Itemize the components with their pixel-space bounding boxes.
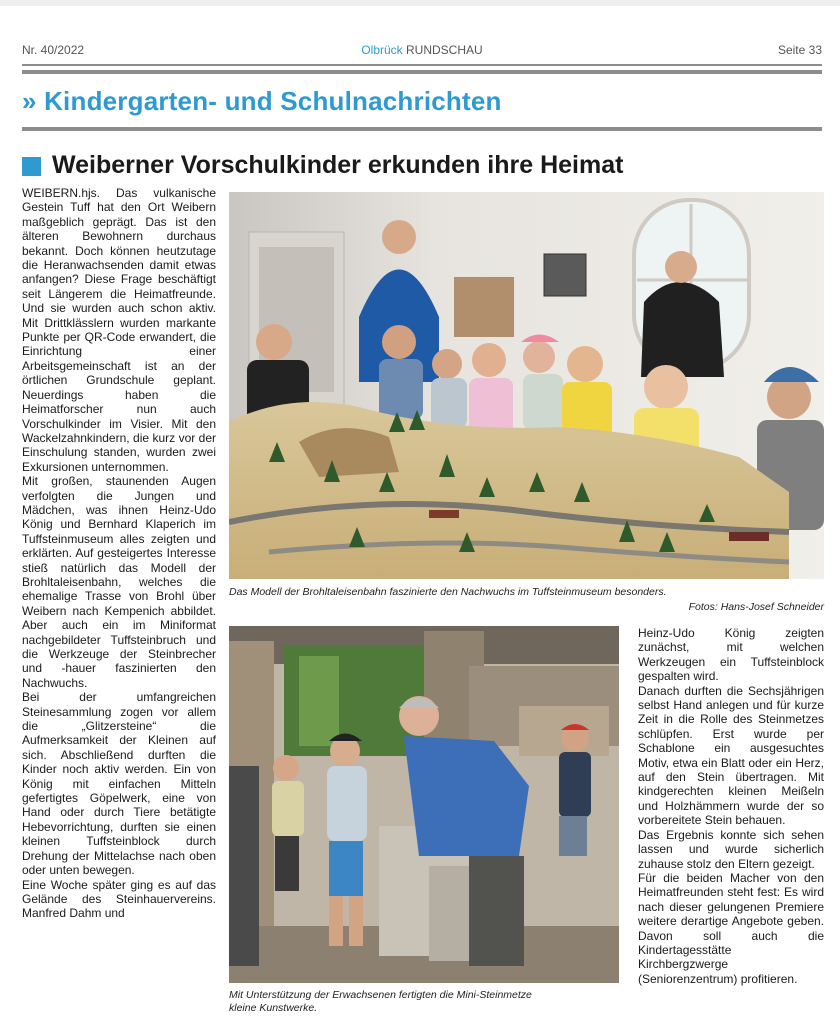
caption-line: kleine Kunstwerke. — [229, 1002, 318, 1014]
photo-2-caption — [229, 989, 624, 1015]
caption-line: Mit Unterstützung der Erwachsenen fertigten die Mini-Steinmetze — [229, 989, 532, 1001]
headline-square-icon — [22, 157, 41, 176]
section-title: » Kindergarten- und Schulnachrichten — [22, 86, 502, 116]
photo-stonemasons — [229, 626, 619, 983]
brand-name: Olbrück — [361, 43, 403, 57]
issue-number: Nr. 40/2022 — [22, 43, 85, 57]
article-column-1 — [22, 186, 216, 1018]
header-rule — [22, 64, 822, 66]
article-column-3 — [638, 626, 824, 1018]
section-rule — [22, 127, 822, 131]
brand-rest: RUNDSCHAU — [406, 43, 483, 57]
paragraph: Bei der umfangreichen Steinesammlung zogen vor allem die „Glitzersteine“ die Aufmerksamkeit der Kleinen auf sich. Abschließend durften die Kinder noch aktiv werden. Ein von König mit einfachen Mitteln gefertigtes Göpelwerk, eine von Hand oder durch Tiere betätigte Hebevorrichtung, durften sie einen kleinen Tuffsteinblock durch Drehung der Mittelachse nach oben oder unten bewegen. — [22, 690, 216, 878]
photo-train-model — [229, 192, 824, 579]
paragraph: Danach durften die Sechsjährigen selbst Hand anlegen und für kurze Zeit in die Rolle des Steinmetzes schlüpfen. Erst wurde per Schablone ein ausgesuchtes Motiv, etwa ein Blatt oder ein Herz, auf den Stein übertragen. Mit kindgerechten kleinen Meißeln und Holzhämmern wurde der so vorbereitete Stein behauen. — [638, 683, 824, 828]
headline-text: Weiberner Vorschulkinder erkunden ihre Heimat — [52, 151, 624, 179]
page-header — [22, 40, 822, 60]
newspaper-brand — [22, 43, 822, 57]
top-strip — [0, 0, 840, 6]
header-rule-thick — [22, 70, 822, 74]
paragraph: Für die beiden Macher von den Heimatfreunden steht fest: Es wird nach dieser gelungenen Premiere weitere derartige Angebote geben. Davon soll auch die Kindertagesstätte Kirchbergzwerge (Seniorenzentrum) profitieren. — [638, 870, 824, 986]
paragraph: Das Ergebnis konnte sich sehen lassen und wurde sicherlich zuhause stolz den Eltern gezeigt. — [638, 827, 824, 871]
paragraph: Mit großen, staunenden Augen verfolgten die Jungen und Mädchen, was ihnen Heinz-Udo König und Bernhard Klaperich im Tuffsteinmuseum alles zeigten und erklärten. Auf gesteigertes Interesse stieß natürlich das Modell der Brohltaleisenbahn, welches die ehemalige Trasse von Brohl über Weibern nach Kempenich abbildet. Aber auch ein im Miniformat nachgebildeter Tuffsteinbruch und die Werkzeuge der Steinbrecher und -hauer faszinierten den Nachwuchs. — [22, 474, 216, 690]
paragraph: Eine Woche später ging es auf das Gelände des Steinhauervereins. Manfred Dahm und — [22, 877, 216, 921]
paragraph: Heinz-Udo König zeigten zunächst, mit welchen Werkzeugen ein Tuffsteinblock gespalten wird. — [638, 626, 824, 684]
paragraph: WEIBERN.hjs. Das vulkanische Gestein Tuff hat den Ort Weibern maßgeblich geprägt. Das ist den älteren Bewohnern durchaus bekannt. Doch können heutzutage die Heranwachsenden damit etwas anfangen? Diese Frage beschäftigt seit Längerem die Heimatfreunde. Und sie wurden auch schon aktiv. Mit Drittklässlern wurden markante Punkte per QR-Code erwandert, die Einrichtung einer Arbeitsgemeinschaft ist an der örtlichen Grundschule geplant. Neuerdings haben die Heimatforscher nun auch Vorschulkinder im Visier. Mit den Wackelzahnkindern, die kurz vor der Einschulung standen, wurden zwei Exkursionen unternommen. — [22, 186, 216, 474]
photo-credit: Fotos: Hans-Josef Schneider — [688, 601, 824, 613]
page-number: Seite 33 — [777, 43, 822, 57]
photo-1-caption: Das Modell der Brohltaleisenbahn faszinierte den Nachwuchs im Tuffsteinmuseum besonders. — [229, 586, 667, 598]
